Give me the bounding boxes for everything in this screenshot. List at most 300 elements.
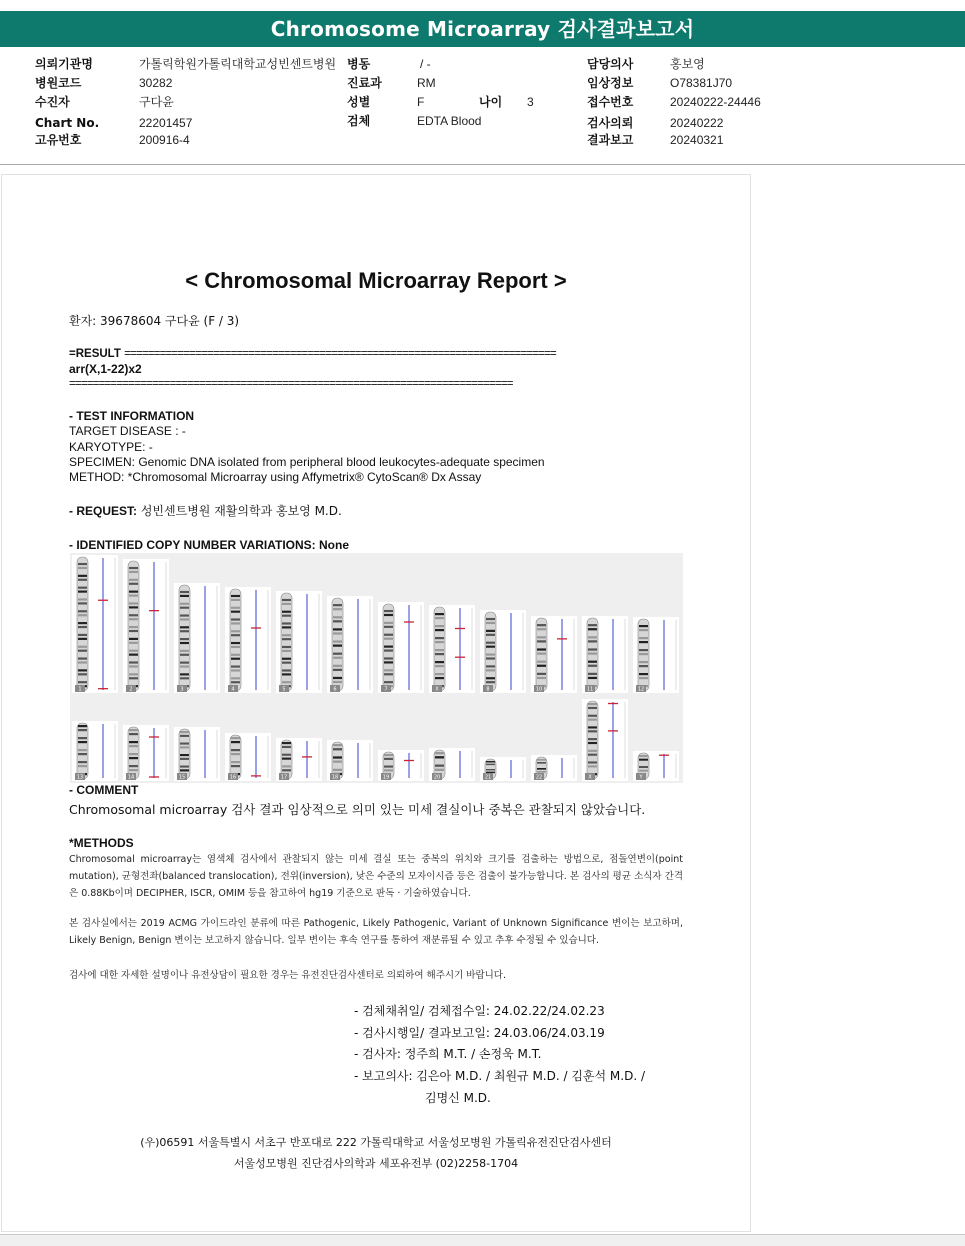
band — [639, 755, 648, 757]
band — [129, 661, 138, 663]
request-label: - REQUEST: — [69, 504, 138, 518]
band — [78, 598, 87, 600]
band — [588, 628, 597, 630]
band — [282, 742, 291, 744]
band — [588, 673, 597, 675]
band — [588, 648, 597, 650]
band — [333, 769, 342, 771]
band — [333, 620, 342, 622]
band — [384, 766, 393, 768]
band — [588, 742, 597, 744]
chromosome-label: 18 — [331, 774, 339, 781]
band — [537, 771, 546, 773]
chromosome-label: 21 — [484, 774, 492, 781]
band — [129, 753, 138, 755]
band — [78, 602, 87, 604]
patient-label: 수진자 — [35, 95, 70, 109]
methods-paragraph-2: 본 검사실에서는 2019 ACMG 가이드라인 분류에 따른 Pathogenic, Likely Pathogenic, Variant of Unknown Significance 변이는 보고하며, Likely Benign, Benign 변이는 보고하지 않습니다. 일부 변이는 후속 연구를 통하여 재분류될 수 있고 추후 수정될 수 있습니다. — [69, 918, 683, 946]
chromosome-label: 1 — [78, 686, 82, 693]
band — [231, 642, 240, 644]
band — [282, 615, 291, 617]
band — [129, 626, 138, 628]
chromosome-12-cell — [633, 617, 679, 693]
chromosome-label: 19 — [382, 774, 390, 781]
chromosome-19-cell — [378, 750, 424, 781]
band — [435, 752, 444, 754]
receipt-label: 접수번호 — [587, 95, 634, 109]
band — [78, 729, 87, 731]
band — [384, 673, 393, 675]
band — [588, 750, 597, 752]
band — [282, 754, 291, 756]
band — [180, 677, 189, 679]
band — [129, 579, 138, 581]
band — [231, 611, 240, 613]
band — [537, 762, 546, 764]
test-info-heading: - TEST INFORMATION — [69, 409, 195, 423]
band — [639, 770, 648, 772]
band — [282, 662, 291, 664]
band — [435, 617, 444, 619]
band — [78, 563, 87, 565]
band — [333, 604, 342, 606]
band — [180, 626, 189, 628]
band — [486, 669, 495, 671]
band — [282, 603, 291, 605]
band — [435, 649, 444, 651]
band — [231, 761, 240, 763]
band — [435, 765, 444, 767]
result-line — [69, 347, 556, 362]
chromosome-5-cell — [276, 591, 322, 693]
doctor-label: 담당의사 — [587, 57, 634, 71]
band — [180, 758, 189, 760]
chromosome-18-cell — [327, 740, 373, 781]
band — [435, 769, 444, 771]
chromosome-label: 2 — [129, 686, 133, 693]
band — [129, 614, 138, 616]
band — [78, 737, 87, 739]
band — [384, 649, 393, 651]
request-date-label: 검사의뢰 — [587, 116, 634, 130]
band — [129, 638, 138, 640]
target-disease: TARGET DISEASE : - — [69, 424, 186, 438]
band — [78, 579, 87, 581]
band — [639, 677, 648, 679]
unique-value: 200916-4 — [139, 133, 190, 147]
comment-heading: - COMMENT — [69, 783, 139, 797]
band — [537, 673, 546, 675]
band — [78, 626, 87, 628]
sign-reporters: - 보고의사: 김은아 M.D. / 최원규 M.D. / 김훈석 M.D. / — [354, 1069, 646, 1083]
chromosome-4-cell — [225, 587, 271, 693]
band — [231, 749, 240, 751]
band — [333, 632, 342, 634]
band — [333, 677, 342, 679]
band — [180, 743, 189, 745]
band — [435, 629, 444, 631]
band — [78, 657, 87, 659]
age-value: 3 — [527, 95, 534, 109]
chromosome-2-cell — [123, 559, 169, 693]
band — [129, 567, 138, 569]
chromosome-8-cell — [480, 610, 526, 693]
chromosome-17-cell — [276, 738, 322, 781]
band — [486, 630, 495, 632]
chart-label: Chart No. — [35, 116, 100, 130]
band — [282, 634, 291, 636]
band — [639, 629, 648, 631]
chromosome-label: 10 — [535, 686, 543, 693]
band — [129, 769, 138, 771]
band — [231, 669, 240, 671]
band — [486, 646, 495, 648]
dept-value: RM — [417, 76, 436, 90]
band — [435, 665, 444, 667]
chromosome-label: 22 — [535, 774, 543, 781]
band — [537, 648, 546, 650]
band — [588, 719, 597, 721]
band — [129, 650, 138, 652]
band — [435, 625, 444, 627]
chromosome-7-cell — [378, 602, 424, 693]
band — [537, 665, 546, 667]
band — [231, 618, 240, 620]
patient-line: 환자: 39678604 구다윤 (F / 3) — [69, 314, 240, 328]
result-value: arr(X,1-22)x2 — [69, 362, 142, 376]
band — [180, 746, 189, 748]
band — [78, 591, 87, 593]
band — [231, 654, 240, 656]
band — [384, 638, 393, 640]
band — [384, 754, 393, 756]
band — [78, 646, 87, 648]
chromosome-label: 16 — [229, 774, 237, 781]
band — [435, 677, 444, 679]
specimen-value: EDTA Blood — [417, 114, 482, 128]
band — [180, 650, 189, 652]
chromosome-16-cell — [225, 733, 271, 781]
band — [231, 677, 240, 679]
band — [588, 677, 597, 679]
chromosome-20-cell — [429, 748, 475, 781]
band — [435, 613, 444, 615]
requester-value: 가톨릭학원가톨릭대학교성빈센트병원 — [139, 57, 337, 71]
band — [588, 715, 597, 717]
band — [639, 661, 648, 663]
band — [588, 703, 597, 705]
band — [129, 571, 138, 573]
ward-label: 병동 — [347, 57, 371, 71]
band — [639, 625, 648, 627]
band — [282, 669, 291, 671]
band — [78, 575, 87, 577]
band — [231, 765, 240, 767]
band — [588, 754, 597, 756]
sign-reporters-cont: 김명신 M.D. — [425, 1091, 491, 1105]
band — [384, 626, 393, 628]
band — [537, 759, 546, 761]
report-title-bar: Chromosome Microarray 검사결과보고서 — [0, 11, 965, 47]
band — [129, 765, 138, 767]
cnv-heading: - IDENTIFIED COPY NUMBER VARIATIONS: None — [69, 538, 350, 552]
band — [231, 607, 240, 609]
band — [282, 765, 291, 767]
ward-value: / - — [420, 57, 431, 71]
chromosome-label: X — [588, 774, 592, 781]
band — [282, 646, 291, 648]
chromosome-1-cell — [72, 555, 118, 693]
band — [129, 591, 138, 593]
band — [588, 661, 597, 663]
hospcode-label: 병원코드 — [35, 76, 82, 90]
band — [333, 653, 342, 655]
chromosome-label: 20 — [433, 774, 441, 781]
band — [231, 595, 240, 597]
band — [588, 738, 597, 740]
band — [486, 761, 495, 762]
band — [486, 665, 495, 667]
doctor-value: 홍보영 — [670, 57, 705, 71]
band — [588, 665, 597, 667]
address-line-2: 서울성모병원 진단검사의학과 세포유전부 (02)2258-1704 — [233, 1157, 519, 1170]
band — [231, 681, 240, 683]
band — [588, 761, 597, 763]
footer-bar — [0, 1234, 965, 1246]
band — [435, 637, 444, 639]
band — [180, 754, 189, 756]
band — [78, 725, 87, 727]
band — [384, 681, 393, 683]
band — [282, 599, 291, 601]
band — [180, 638, 189, 640]
patient-value: 구다윤 — [139, 95, 174, 109]
band — [180, 665, 189, 667]
band — [537, 677, 546, 679]
karyotype: KARYOTYPE: - — [69, 440, 153, 454]
chromosome-label: X — [435, 686, 439, 693]
band — [282, 658, 291, 660]
band — [180, 766, 189, 768]
age-label: 나이 — [479, 95, 503, 109]
band — [333, 748, 342, 750]
result-rule: ========================================================================= — [124, 348, 556, 360]
band — [384, 622, 393, 624]
band — [435, 641, 444, 643]
band — [180, 642, 189, 644]
band — [78, 661, 87, 663]
band — [435, 756, 444, 758]
chromosome-label: 5 — [282, 686, 286, 693]
band — [231, 753, 240, 755]
band — [282, 622, 291, 624]
band — [333, 645, 342, 647]
chromosome-X-cell — [582, 699, 628, 781]
band — [384, 646, 393, 648]
chromosome-15-cell — [174, 727, 220, 781]
chromosome-label: 13 — [76, 774, 84, 781]
band — [78, 622, 87, 624]
band — [180, 595, 189, 597]
chart-value: 22201457 — [139, 116, 193, 130]
band — [588, 765, 597, 767]
band — [333, 681, 342, 683]
band — [129, 642, 138, 644]
specimen-label: 검체 — [347, 114, 371, 128]
band — [486, 642, 495, 644]
band — [129, 602, 138, 604]
address-line-1: (우)06591 서울특별시 서초구 반포대로 222 가톨릭대학교 서울성모병원 가톨릭유전진단검사센터 — [140, 1136, 612, 1149]
band — [282, 638, 291, 640]
band — [78, 567, 87, 569]
band — [282, 650, 291, 652]
chromosome-Y-cell — [633, 751, 679, 781]
band — [78, 765, 87, 767]
band — [333, 657, 342, 659]
band — [537, 624, 546, 626]
clinical-value: O78381J70 — [670, 76, 733, 90]
band — [639, 641, 648, 643]
comment-text: Chromosomal microarray 검사 결과 임상적으로 의미 있는 미세 결실이나 중복은 관찰되지 않았습니다. — [69, 802, 646, 817]
band — [180, 735, 189, 737]
chromosome-body — [230, 589, 241, 691]
band — [435, 661, 444, 663]
chromosome-22-cell — [531, 755, 577, 781]
band — [180, 654, 189, 656]
band — [231, 646, 240, 648]
chromosome-label: 12 — [637, 686, 645, 693]
band — [180, 603, 189, 605]
specimen-line: SPECIMEN: Genomic DNA isolated from peripheral blood leukocytes-adequate specimen — [69, 455, 545, 469]
band — [588, 730, 597, 732]
band — [78, 741, 87, 743]
band — [180, 731, 189, 733]
band — [639, 673, 648, 675]
chromosome-6-cell — [327, 596, 373, 693]
band — [537, 636, 546, 638]
band — [129, 618, 138, 620]
band — [282, 673, 291, 675]
band — [588, 624, 597, 626]
clinical-label: 임상정보 — [587, 76, 634, 90]
band — [486, 772, 495, 773]
band — [180, 630, 189, 632]
dept-label: 진료과 — [347, 76, 382, 90]
band — [639, 637, 648, 639]
report-date-value: 20240321 — [670, 133, 724, 147]
result-rule-bottom: =========================================================================== — [69, 378, 513, 390]
band — [78, 650, 87, 652]
band — [333, 608, 342, 610]
band — [231, 622, 240, 624]
band — [78, 587, 87, 589]
band — [384, 758, 393, 760]
band — [486, 657, 495, 659]
band — [282, 758, 291, 760]
chromosome-ideogram — [70, 553, 683, 783]
band — [231, 658, 240, 660]
band — [129, 583, 138, 585]
band — [129, 606, 138, 608]
band — [282, 611, 291, 613]
band — [231, 741, 240, 743]
band — [282, 626, 291, 628]
band — [78, 673, 87, 675]
band — [180, 673, 189, 675]
receipt-value: 20240222-24446 — [670, 95, 761, 109]
chromosome-ideogram-panel — [70, 553, 683, 783]
band — [180, 591, 189, 593]
band — [129, 745, 138, 747]
band — [78, 681, 87, 683]
band — [333, 628, 342, 630]
band — [384, 634, 393, 636]
band — [78, 638, 87, 640]
sex-label: 성별 — [347, 95, 371, 109]
band — [486, 634, 495, 636]
band — [333, 744, 342, 746]
band — [129, 677, 138, 679]
band — [129, 733, 138, 735]
band — [129, 741, 138, 743]
band — [639, 665, 648, 667]
band — [129, 630, 138, 632]
chromosome-label: 8 — [486, 686, 490, 693]
band — [231, 599, 240, 601]
chromosome-X-cell — [429, 605, 475, 693]
band — [639, 766, 648, 768]
sign-collect-date: - 검체채취일/ 검체접수일: 24.02.22/24.02.23 — [354, 1004, 605, 1018]
band — [333, 616, 342, 618]
band — [588, 640, 597, 642]
band — [180, 618, 189, 620]
band — [588, 636, 597, 638]
band — [333, 665, 342, 667]
band — [78, 749, 87, 751]
method-line: METHOD: *Chromosomal Microarray using Affymetrix® CytoScan® Dx Assay — [69, 470, 482, 484]
chromosome-label: 7 — [384, 686, 388, 693]
band — [78, 634, 87, 636]
chromosome-13-cell — [72, 721, 118, 781]
band — [435, 673, 444, 675]
band — [486, 618, 495, 620]
band — [282, 769, 291, 771]
methods-heading: *METHODS — [69, 836, 134, 850]
chromosome-label: 17 — [280, 774, 288, 781]
band — [333, 669, 342, 671]
band — [384, 614, 393, 616]
chromosome-label: 3 — [180, 686, 184, 693]
band — [333, 640, 342, 642]
band — [486, 769, 495, 770]
band — [486, 622, 495, 624]
band — [129, 665, 138, 667]
sign-test-date: - 검사시행일/ 결과보고일: 24.03.06/24.03.19 — [354, 1026, 605, 1040]
sign-testers: - 검사자: 정주희 M.T. / 손정욱 M.T. — [354, 1047, 542, 1061]
methods-paragraph-1: Chromosomal microarray는 염색체 검사에서 관찰되지 않는 미세 결실 또는 중복의 위치와 크기를 검출하는 방법으로, 점돌연변이(point mutation), 균형전좌(balanced translocation), 전위(inversion), 낮은 수준의 모자이시즘 등은 검출이 불가능합니다. 본 검사의 평균 소식자 간격은 0.88Kb이며 DECIPHER, ISCR, OMIM 등을 참고하여 hg19 기준으로 판독 · 기술하였습니다. — [69, 854, 683, 899]
band — [486, 681, 495, 683]
band — [180, 662, 189, 664]
band — [129, 595, 138, 597]
band — [180, 769, 189, 771]
request-line — [69, 504, 342, 519]
chromosome-label: 6 — [333, 686, 337, 693]
band — [537, 661, 546, 663]
chromosome-11-cell — [582, 616, 628, 693]
methods-paragraph-3: 검사에 대한 자세한 설명이나 유전상담이 필요한 경우는 유전진단검사센터로 의뢰하여 해주시기 바랍니다. — [69, 970, 507, 981]
chromosome-label: Y — [639, 774, 643, 781]
band — [282, 746, 291, 748]
